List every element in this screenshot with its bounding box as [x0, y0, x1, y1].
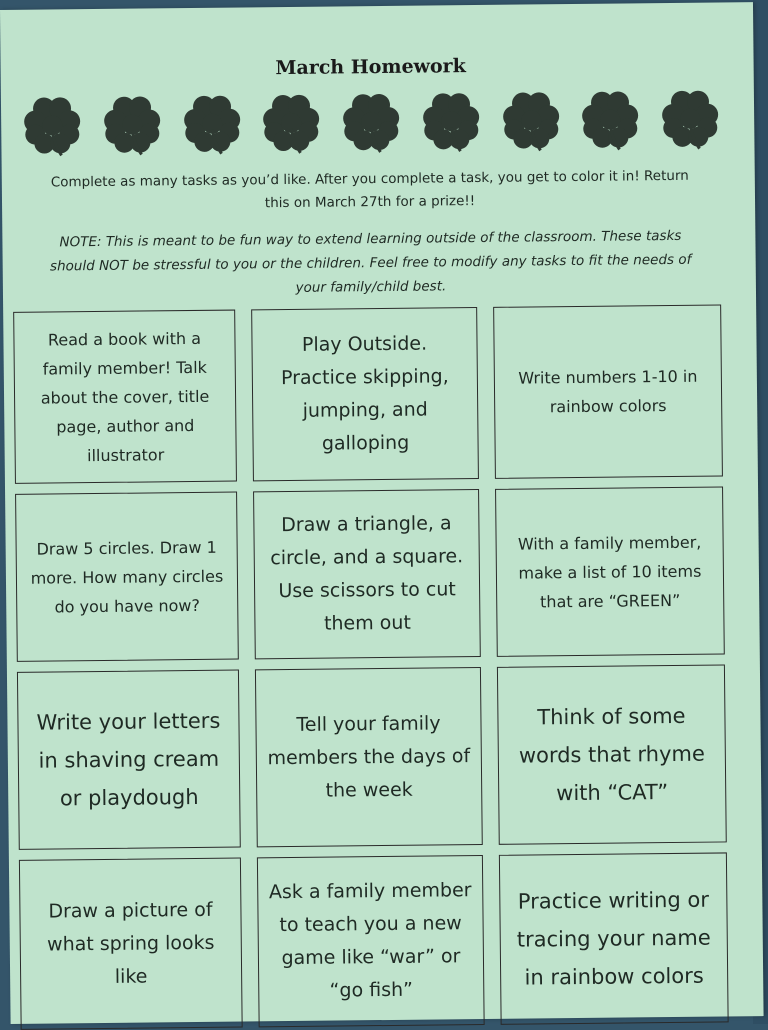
homework-sheet	[0, 2, 764, 1024]
task-box[interactable]	[15, 492, 239, 662]
clover-icon	[180, 89, 243, 156]
task-box[interactable]	[495, 486, 725, 656]
note-line-3: your family/child best.	[295, 278, 447, 296]
clover-icon	[420, 87, 483, 154]
intro-line-1: Complete as many tasks as you’d like. After you complete a task, you get to color it in! Return	[50, 167, 689, 191]
task-text: Write your letters in shaving cream or playdough	[36, 708, 221, 811]
task-box[interactable]	[253, 489, 481, 659]
task-text: Practice writing or tracing your name in rainbow colors	[516, 887, 711, 990]
clover-row	[21, 84, 722, 171]
clover-icon	[659, 84, 722, 151]
clover-icon	[260, 89, 323, 156]
task-box[interactable]	[255, 667, 483, 847]
task-box[interactable]	[257, 855, 485, 1027]
note-text	[20, 223, 721, 302]
task-text: Play Outside. Practice skipping, jumping, and galloping	[280, 332, 449, 455]
note-line-1: NOTE: This is meant to be fun way to extend learning outside of the classroom. These tasks	[59, 227, 682, 251]
task-text: Tell your family members the days of the week	[267, 711, 471, 802]
intro-line-2: this on March 27th for a prize!!	[264, 193, 476, 212]
clover-icon	[340, 88, 403, 155]
task-text: Draw 5 circles. Draw 1 more. How many circles do you have now?	[30, 537, 224, 616]
clover-icon	[579, 85, 642, 152]
task-box[interactable]	[497, 664, 727, 844]
task-box[interactable]	[493, 304, 723, 478]
clover-icon	[21, 91, 84, 158]
task-box[interactable]	[19, 858, 243, 1030]
task-grid	[13, 304, 735, 1029]
task-text: Think of some words that rhyme with “CAT”	[518, 703, 705, 806]
task-text: With a family member, make a list of 10 items that are “GREEN”	[517, 532, 702, 611]
task-box[interactable]	[13, 310, 237, 484]
clover-icon	[499, 86, 562, 153]
page-title: March Homework	[275, 55, 466, 80]
note-line-2: should NOT be stressful to you or the children. Feel free to modify any tasks to fit the needs of	[49, 251, 692, 275]
task-box[interactable]	[499, 852, 729, 1024]
intro-text	[20, 164, 720, 217]
task-box[interactable]	[17, 670, 241, 850]
task-text: Draw a triangle, a circle, and a square. Use scissors to cut them out	[270, 512, 464, 635]
task-text: Write numbers 1-10 in rainbow colors	[518, 366, 698, 417]
clover-icon	[101, 90, 164, 157]
task-box[interactable]	[251, 307, 479, 481]
task-text: Draw a picture of what spring looks like	[46, 898, 215, 988]
task-text: Read a book with a family member! Talk about the cover, title page, author and illustrator	[40, 328, 210, 465]
task-text: Ask a family member to teach you a new game like “war” or “go fish”	[268, 879, 472, 1002]
